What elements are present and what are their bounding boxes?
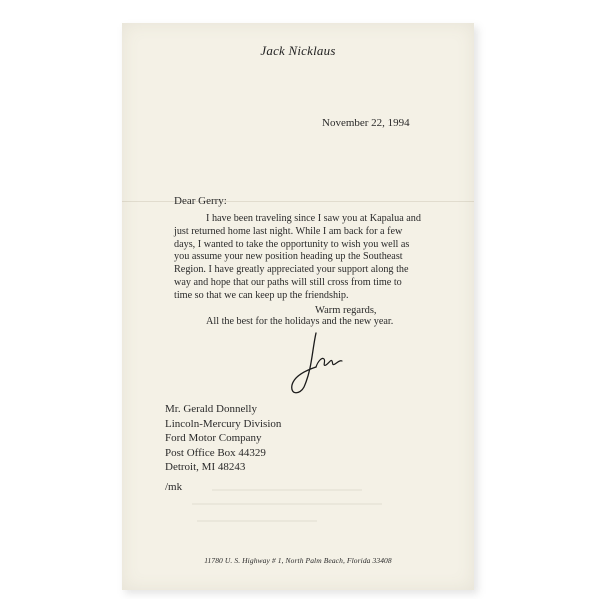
closing: Warm regards,: [315, 305, 377, 316]
handwritten-signature: [282, 321, 362, 401]
recipient-po-box: Post Office Box 44329: [165, 446, 266, 459]
show-through-line: [197, 520, 317, 522]
show-through-line: [192, 503, 382, 505]
recipient-division: Lincoln-Mercury Division: [165, 417, 282, 430]
letter-page: [122, 23, 474, 590]
body-paragraph: I have been traveling since I saw you at Kapalua and just returned home last night. While I am back for a few days, I wanted to take the opportunity to wish you well as you assume your new position heading up the Southeast Region. I have greatly appreciated your support along the way and hope that our paths will still cross from time to time so that we can keep up the friendship.: [174, 213, 421, 301]
footer-address: 11780 U. S. Highway # 1, North Palm Beach, Florida 33408: [204, 556, 392, 565]
recipient-company: Ford Motor Company: [165, 432, 262, 445]
letter-date: November 22, 1994: [322, 117, 410, 129]
recipient-name: Mr. Gerald Donnelly: [165, 403, 257, 415]
letterhead: Jack Nicklaus: [260, 43, 336, 58]
salutation: Dear Gerry:: [174, 195, 227, 207]
recipient-city: Detroit, MI 48243: [165, 461, 246, 474]
recipient-address: [165, 402, 281, 475]
show-through-line: [212, 489, 362, 491]
typist-initials: /mk: [165, 481, 183, 493]
body-paragraph: All the best for the holidays and the new year.: [206, 315, 394, 327]
